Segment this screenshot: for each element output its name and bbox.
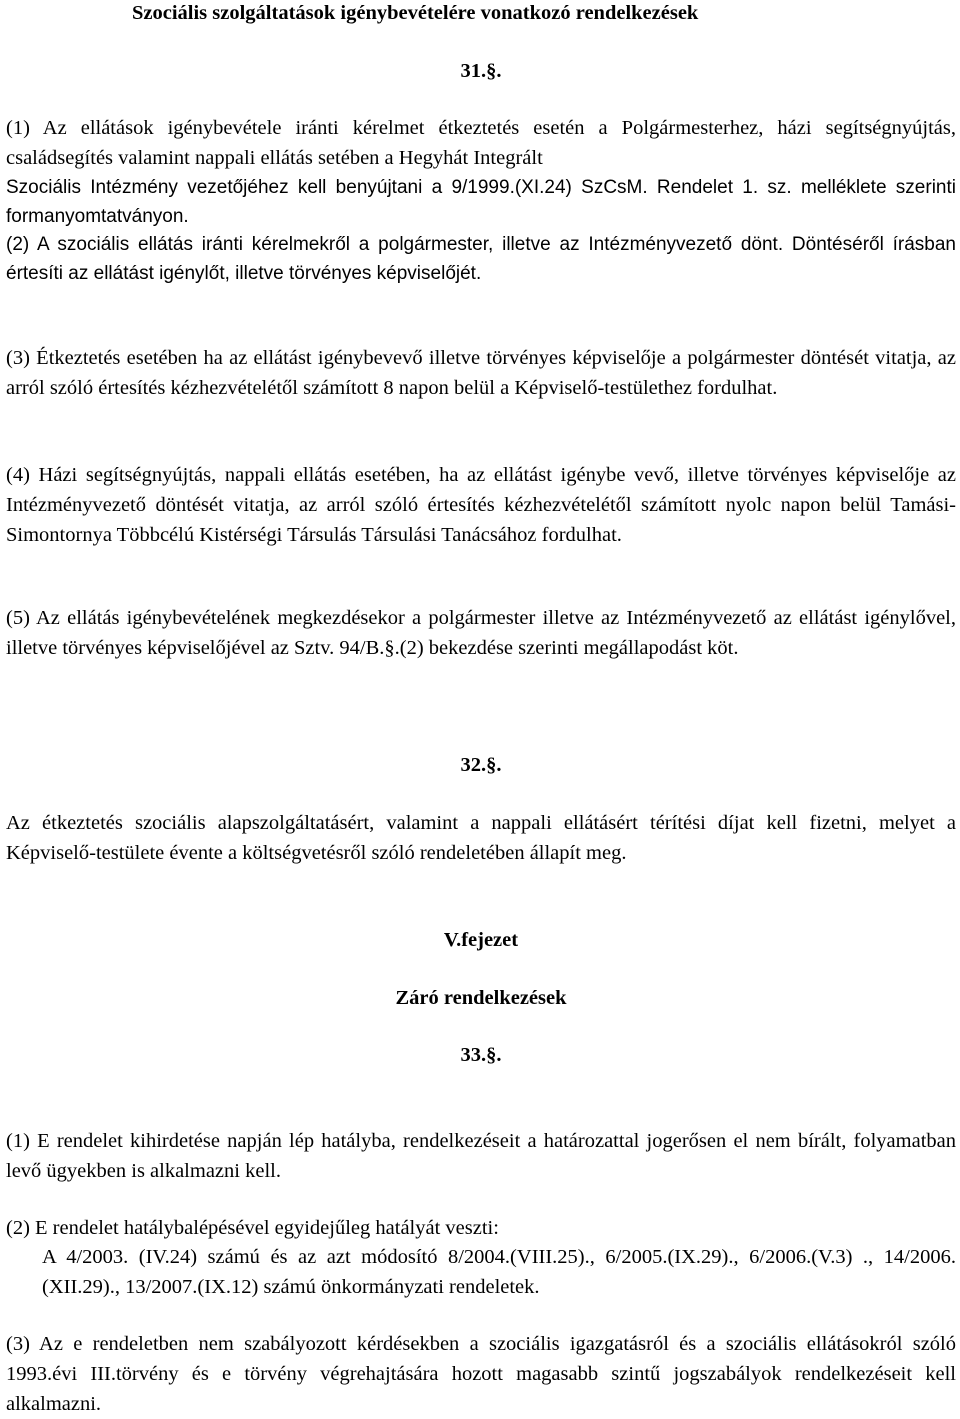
section-31-paragraph-1-lead: (1) Az ellátások igénybevétele iránti kérelmet étkeztetés esetén a Polgármesterhez, házi segítségnyújtás, családsegítés valamint nappali ellátás setében a Hegyhát Integrált xyxy=(6,117,956,169)
section-33-paragraph-1: (1) E rendelet kihirdetése napján lép hatályba, rendelkezéseit a határozattal jogerősen el nem bírált, folyamatban levő ügyekben is alkalmazni kell. xyxy=(6,1130,956,1182)
chapter-title: V.fejezet xyxy=(443,929,519,951)
section-33-title: 33.§. xyxy=(460,1044,502,1066)
section-31-paragraph-4: (4) Házi segítségnyújtás, nappali ellátás esetében, ha az ellátást igénybe vevő, illetve törvényes képviselője az Intézményvezető döntését vitatja, az arról szóló értesítés kézhezvételétől számított nyolc napon belül Tamási-Simontornya Többcélú Kistérségi Társulás Társulási Tanácsához fordulhat. xyxy=(6,464,956,546)
chapter-subtitle: Záró rendelkezések xyxy=(395,987,567,1009)
section-heading: Szociális szolgáltatások igénybevételére vonatkozó rendelkezések xyxy=(132,2,699,24)
section-31-paragraph-5: (5) Az ellátás igénybevételének megkezdésekor a polgármester illetve az Intézményvezető az ellátást igénylővel, illetve törvényes képviselőjével az Sztv. 94/B.§.(2) bekezdése szerinti megállapodást köt. xyxy=(6,607,956,659)
section-31-title: 31.§. xyxy=(460,60,502,82)
section-32-title: 32.§. xyxy=(460,754,502,776)
section-31-paragraph-2: (2) A szociális ellátás iránti kérelmekről a polgármester, illetve az Intézményvezető dönt. Döntéséről írásban értesíti az ellátást igénylőt, illetve törvényes képviselőjét. xyxy=(6,234,956,284)
section-31-paragraph-1-tail: Szociális Intézmény vezetőjéhez kell benyújtani a 9/1999.(XI.24) SzCsM. Rendelet 1. sz. melléklete szerinti formanyomtatványon. xyxy=(6,177,956,227)
section-31-paragraph-3: (3) Étkeztetés esetében ha az ellátást igénybevevő illetve törvényes képviselője a polgármester döntését vitatja, az arról szóló értesítés kézhezvételétől számított 8 napon belül a Képviselő-testülethez fordulhat. xyxy=(6,347,956,399)
section-32-paragraph: Az étkeztetés szociális alapszolgáltatásért, valamint a nappali ellátásért térítési díjat kell fizetni, melyet a Képviselő-testülete évente a költségvetésről szóló rendeletében állapít meg. xyxy=(6,812,956,864)
section-33-paragraph-3: (3) Az e rendeletben nem szabályozott kérdésekben a szociális igazgatásról és a szociális ellátásokról szóló 1993.évi III.törvény és e törvény végrehajtására hozott magasabb szintű jogszabályok rendelkezéseit kell alkalmazni. xyxy=(6,1333,956,1415)
section-33-repealed-list: A 4/2003. (IV.24) számú és az azt módosító 8/2004.(VIII.25)., 6/2005.(IX.29)., 6/2006.(V.3) ., 14/2006.(XII.29)., 13/2007.(IX.12) számú önkormányzati rendeletek. xyxy=(42,1246,956,1298)
section-33-paragraph-2-lead: (2) E rendelet hatálybalépésével egyidejűleg hatályát veszti: xyxy=(6,1217,499,1239)
